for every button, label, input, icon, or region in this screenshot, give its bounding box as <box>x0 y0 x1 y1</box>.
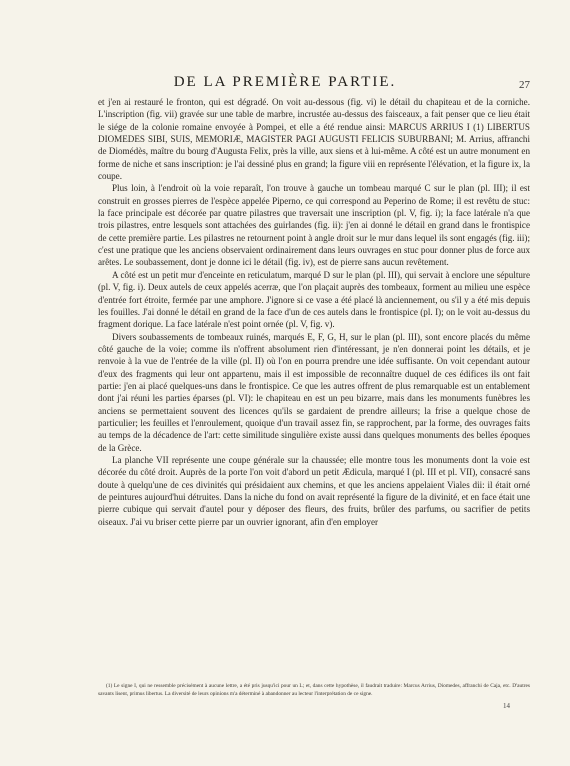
paragraph-3: A côté est un petit mur d'enceinte en reticulatum, marqué D sur le plan (pl. III), qui servait à enclore une sépulture (pl. V, fig. i). Deux autels de ceux appelés acerræ, que l'on plaçait auprès des tombeaux, forment au milieu une espèce d'entrée fort étroite, fermée par une amphore. J'ignore si ce vase a été placé là anciennement, ou s'il y a été mis depuis les fouilles. J'ai donné le détail en grand de la face d'un de ces autels dans le frontispice (pl. I); on le voit au-dessus du fragment dorique. La face latérale n'est point ornée (pl. V, fig. v). <box>98 269 530 330</box>
paragraph-4: Divers soubassements de tombeaux ruinés, marqués E, F, G, H, sur le plan (pl. III), sont encore placés du même côté gauche de la voie; comme ils n'offrent absolument rien d'intéressant, je n'en donnerai point les détails, et je renvoie à la vue de l'entrée de la ville (pl. II) où l'on en pourra prendre une idée suffisante. On voit cependant autour d'eux des fragments qui leur ont appartenu, mais il est impossible de reconnaître duquel de ces édifices ils ont fait partie: j'en ai placé quelques-uns dans le frontispice. Ce que les autres offrent de plus remarquable est un entablement dont j'ai réuni les parties éparses (pl. VI): le chapiteau en est un peu bizarre, mais dans les monuments funèbres les anciens se permettaient souvent des licences qu'ils se gardaient de prendre ailleurs; la frise a quelque chose de particulier; les feuilles et l'enroulement, quoique d'un travail assez fin, se rapprochent, par la forme, des ouvrages faits au temps de la décadence de l'art: cette similitude singulière existe aussi dans quelques monuments des belles époques de la Grèce. <box>98 331 530 453</box>
paragraph-1: et j'en ai restauré le fronton, qui est dégradé. On voit au-dessous (fig. vi) le détail du chapiteau et de la corniche. L'inscription (fig. vii) gravée sur une table de marbre, incrustée au-dessus des faisceaux, a fait penser que ce lieu était le siége de la colonie romaine envoyée à Pompei, et elle a été rendue ainsi: MARCUS ARRIUS I (1) LIBERTUS DIOMEDES SIBI, SUIS, MEMORIÆ, MAGISTER PAGI AUGUSTI FELICIS SUBURBANI; M. Arrius, affranchi de Diomédès, maître du bourg d'Augusta Felix, près la ville, aux siens et à lui-même. A côté est un autre monument en forme de niche et sans inscription: je l'ai dessiné plus en grand; la figure viii en représente l'élévation, et la figure ix, la coupe. <box>98 97 530 182</box>
paragraph-2: Plus loin, à l'endroit où la voie reparaît, l'on trouve à gauche un tombeau marqué C sur le plan (pl. III); il est construit en grosses pierres de l'espèce appelée Piperno, ce qui correspond au Peperino de Rome; il est revêtu de stuc: la face principale est décorée par quatre pilastres que traversait une inscription (pl. V, fig. i); la face latérale n'a que trois pilastres, entre lesquels sont attachées des guirlandes (fig. ii): j'en ai donné le détail en grand dans le frontispice de cette première partie. Les pilastres ne retournent point à angle droit sur le mur dans lequel ils sont engagés (fig. iii); c'est une pratique que les anciens observaient ordinairement dans leurs ouvrages en stuc pour donner plus de force aux arêtes. Le soubassement, dont je donne ici le détail (fig. iv), est de pierre sans aucun revêtement. <box>98 183 530 268</box>
running-head: DE LA PREMIÈRE PARTIE. <box>173 74 397 90</box>
paragraph-5: La planche VII représente une coupe générale sur la chaussée; elle montre tous les monuments dont la voie est décorée du côté droit. Auprès de la porte l'on voit d'abord un petit Ædicula, marqué I (pl. III et pl. VII), consacré sans doute à quelqu'une de ces divinités qui présidaient aux chemins, et que les anciens appelaient Viales dii: il était orné de peintures aujourd'hui détruites. Dans la niche du fond on avait représenté la figure de la divinité, et en face était une pierre cubique qui servait d'autel pour y déposer des fleurs, des fruits, brûler des parfums, ou sacrifier de petits oiseaux. J'ai vu briser cette pierre par un ouvrier ignorant, afin d'en employer <box>98 454 530 527</box>
body-text <box>98 96 530 528</box>
page-number: 27 <box>519 79 530 91</box>
footnote-text: (1) Le signe I, qui ne ressemble précisément à aucune lettre, a été pris jusqu'ici pour un L; et, dans cette hypothèse, il faudrait traduire: Marcus Arrius, Diomedes, affranchi de Caja, etc. D'autres savants lisent, primus libertus. La diversité de leurs opinions m'a déterminé à abandonner au lecteur l'interprétation de ce signe. <box>98 683 530 697</box>
signature-mark: 14 <box>503 702 510 710</box>
footnote <box>98 682 530 698</box>
